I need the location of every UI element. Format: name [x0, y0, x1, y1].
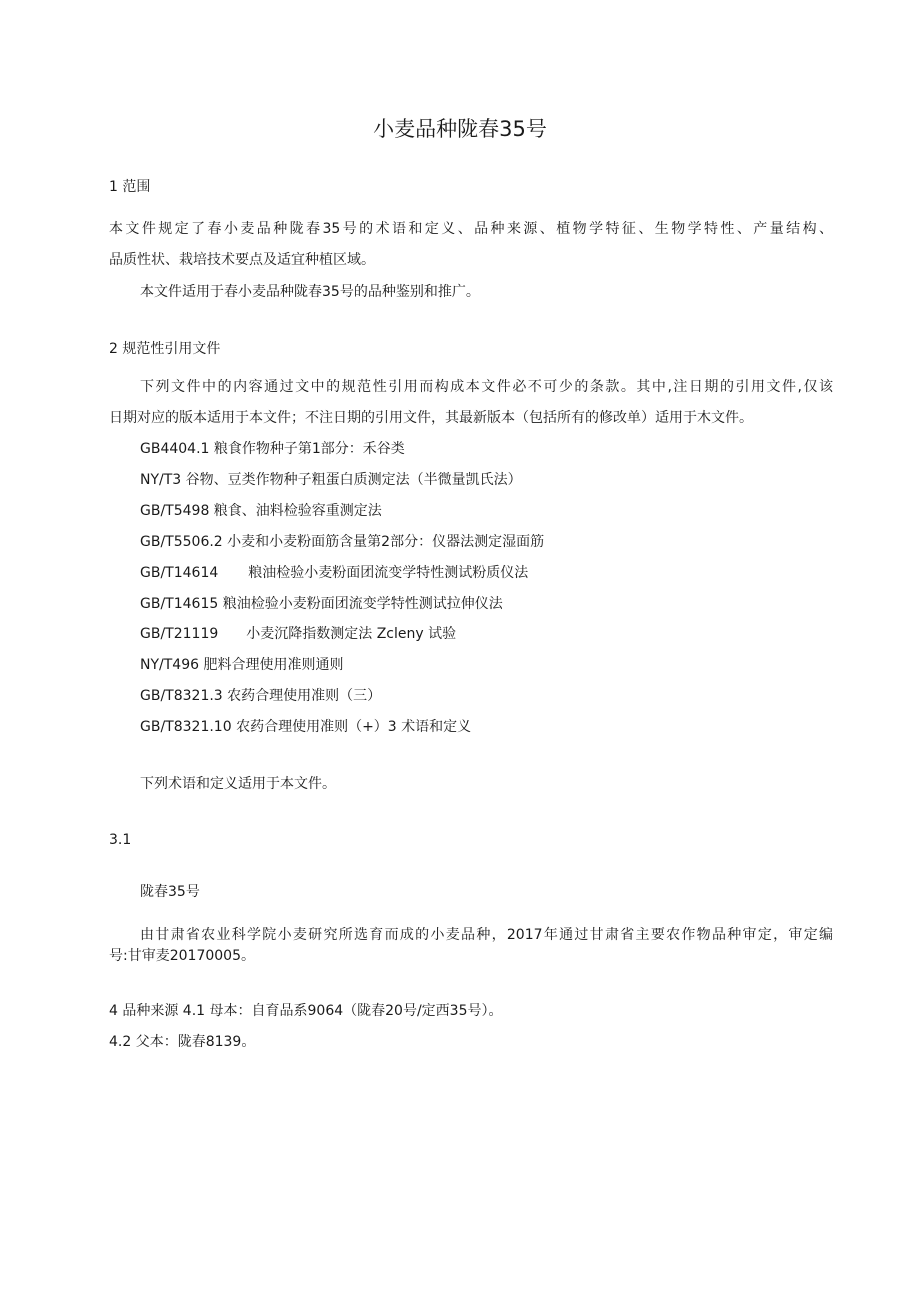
reference-item [140, 563, 528, 583]
section-2-intro-line-1: 下列文件中的内容通过文中的规范性引用而构成本文件必不可少的条款。其中,注日期的引用文件,仅该 [140, 379, 833, 395]
reference-item [140, 624, 456, 644]
reference-item: GB/T8321.10 农药合理使用准则（+）3 术语和定义 [140, 719, 472, 735]
term-number: 3.1 [109, 832, 132, 848]
reference-item: GB/T8321.3 农药合理使用准则（三） [140, 688, 382, 704]
section-1-heading: 1 范围 [109, 179, 151, 195]
document-title: 小麦品种陇春35号 [373, 117, 547, 141]
section-1-paragraph-2: 本文件适用于春小麦品种陇春35号的品种鉴别和推广。 [140, 284, 480, 300]
terms-intro: 下列术语和定义适用于本文件。 [140, 776, 336, 792]
reference-item: GB/T5498 粮食、油料检验容重测定法 [140, 503, 382, 519]
reference-title: 小麦沉降指数测定法 Zcleny 试验 [246, 626, 457, 642]
section-1-paragraph-1-line-1: 本文件规定了春小麦品种陇春35号的术语和定义、品种来源、植物学特征、生物学特性、产量结构、 [109, 221, 833, 237]
reference-item: GB/T14615 粮油检验小麦粉面团流变学特性测试拉伸仪法 [140, 596, 503, 612]
reference-title: 粮油检验小麦粉面团流变学特性测试粉质仪法 [248, 565, 529, 581]
reference-item: GB4404.1 粮食作物种子第1部分：禾谷类 [140, 441, 405, 457]
section-4-line-1: 4 品种来源 4.1 母本：自育品系9064（陇春20号/定西35号）。 [109, 1003, 503, 1019]
reference-item: NY/T3 谷物、豆类作物种子粗蛋白质测定法（半微量凯氏法） [140, 472, 522, 488]
section-2-intro-line-2: 日期对应的版本适用于本文件；不注日期的引用文件，其最新版本（包括所有的修改单）适用于木文件。 [109, 410, 753, 426]
reference-item: NY/T496 肥料合理使用准则通则 [140, 657, 344, 673]
term-definition-line-2: 号:甘审麦20170005。 [109, 948, 255, 964]
section-1-paragraph-1-line-2: 品质性状、栽培技术要点及适宜种植区域。 [109, 252, 375, 268]
section-4-line-2: 4.2 父本：陇春8139。 [109, 1034, 256, 1050]
reference-code: GB/T21119 [140, 626, 219, 642]
reference-code: GB/T14614 [140, 565, 219, 581]
reference-item: GB/T5506.2 小麦和小麦粉面筋含量第2部分：仪器法测定湿面筋 [140, 534, 545, 550]
term-definition-line-1: 由甘肃省农业科学院小麦研究所选育而成的小麦品种，2017年通过甘肃省主要农作物品种审定，审定编 [140, 927, 833, 943]
term-name: 陇春35号 [140, 884, 200, 900]
section-2-heading: 2 规范性引用文件 [109, 341, 221, 357]
